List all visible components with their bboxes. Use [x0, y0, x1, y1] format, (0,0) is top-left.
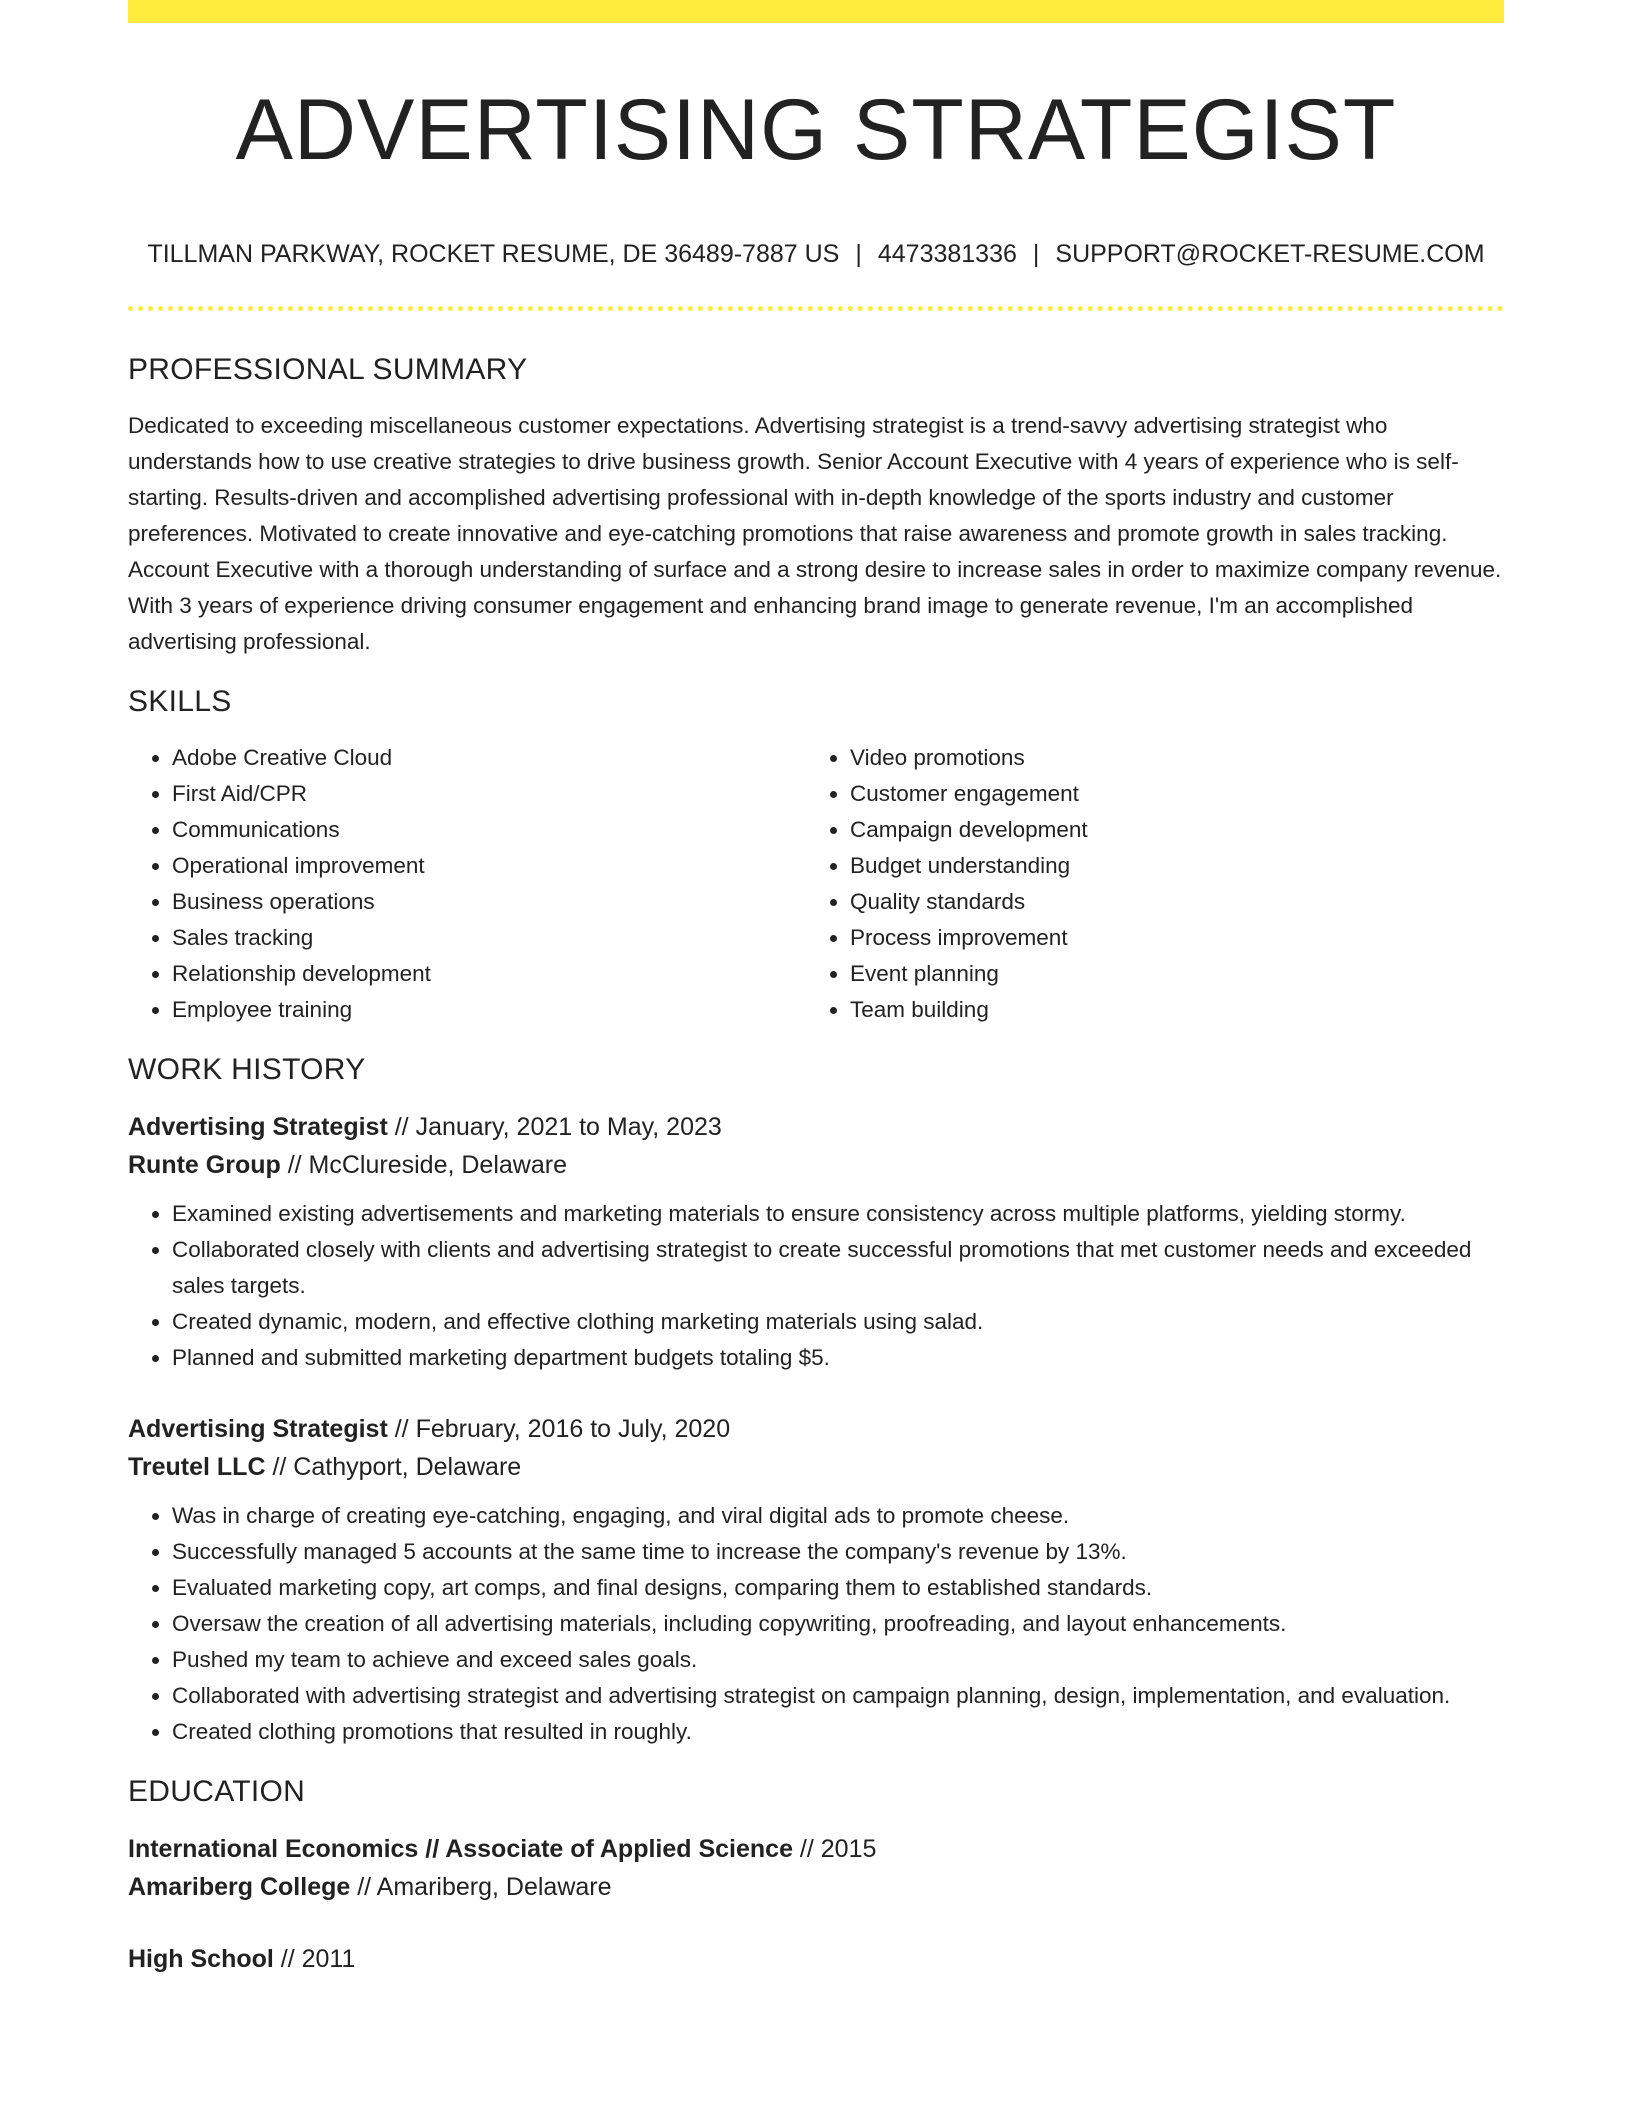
education-year: // 2011	[273, 1945, 356, 1973]
job-bullet: • Collaborated closely with clients and advertising strategist to create successful promotions that met customer needs and exceeded sales targets.	[172, 1232, 1504, 1304]
job-position: Advertising Strategist	[128, 1415, 388, 1443]
job-title-line	[128, 1108, 1504, 1146]
job-position: Advertising Strategist	[128, 1113, 388, 1141]
skill-item: • Campaign development	[850, 812, 1484, 848]
summary-title: PROFESSIONAL SUMMARY	[128, 353, 528, 386]
skills-title: SKILLS	[128, 685, 232, 718]
resume-content	[128, 350, 1504, 1978]
skill-item: • Relationship development	[172, 956, 806, 992]
job-company: Treutel LLC	[128, 1453, 266, 1481]
skill-item: • Sales tracking	[172, 920, 806, 956]
contact-address: TILLMAN PARKWAY, ROCKET RESUME, DE 36489-7887 US	[147, 240, 840, 268]
skill-item: • Employee training	[172, 992, 806, 1028]
education-location: // Amariberg, Delaware	[350, 1873, 612, 1901]
education-school-line	[128, 1868, 1504, 1906]
contact-email: SUPPORT@ROCKET-RESUME.COM	[1055, 240, 1485, 268]
job-bullet: • Planned and submitted marketing department budgets totaling $5.	[172, 1340, 1504, 1376]
education-degree: International Economics // Associate of Applied Science	[128, 1835, 793, 1863]
skill-item: • Event planning	[850, 956, 1484, 992]
job-entry	[128, 1410, 1504, 1750]
job-location: // Cathyport, Delaware	[265, 1453, 522, 1481]
skill-item: • Video promotions	[850, 740, 1484, 776]
skill-item: • Adobe Creative Cloud	[172, 740, 806, 776]
work-history-section	[128, 1050, 1504, 1750]
skill-item: • Business operations	[172, 884, 806, 920]
education-degree: High School	[128, 1945, 274, 1973]
summary-section	[128, 350, 1504, 660]
job-bullet: • Created clothing promotions that resulted in roughly.	[172, 1714, 1504, 1750]
education-year: // 2015	[792, 1835, 877, 1863]
education-degree-line	[128, 1940, 1504, 1978]
summary-text: Dedicated to exceeding miscellaneous customer expectations. Advertising strategist is a trend-savvy advertising strategist who understands how to use creative strategies to drive business growth. Senior Account Executive with 4 years of experience who is self-starting. Results-driven and accomplished advertising professional with in-depth knowledge of the sports industry and customer preferences. Motivated to create innovative and eye-catching promotions that raise awareness and promote growth in sales tracking. Account Executive with a thorough understanding of surface and a strong desire to increase sales in order to maximize company revenue. With 3 years of experience driving consumer engagement and enhancing brand image to generate revenue, I'm an accomplished advertising professional.	[128, 413, 1502, 654]
job-bullets	[128, 1196, 1504, 1376]
job-entry	[128, 1108, 1504, 1376]
skills-list-left	[128, 740, 806, 1028]
education-entry	[128, 1830, 1504, 1906]
education-title: EDUCATION	[128, 1775, 306, 1808]
skill-item: • First Aid/CPR	[172, 776, 806, 812]
skills-section	[128, 682, 1504, 1028]
education-degree-line	[128, 1830, 1504, 1868]
job-bullets	[128, 1498, 1504, 1750]
skill-item: • Customer engagement	[850, 776, 1484, 812]
job-bullet: • Collaborated with advertising strategist and advertising strategist on campaign planning, design, implementation, and evaluation.	[172, 1678, 1504, 1714]
resume-name-heading: ADVERTISING STRATEGIST	[235, 82, 1397, 178]
contact-line	[128, 236, 1504, 272]
job-dates: // January, 2021 to May, 2023	[387, 1113, 722, 1141]
job-bullet: • Was in charge of creating eye-catching, engaging, and viral digital ads to promote cheese.	[172, 1498, 1504, 1534]
accent-top-bar	[128, 0, 1504, 23]
skill-item: • Communications	[172, 812, 806, 848]
skill-item: • Team building	[850, 992, 1484, 1028]
job-bullet: • Oversaw the creation of all advertising materials, including copywriting, proofreading, and layout enhancements.	[172, 1606, 1504, 1642]
job-dates: // February, 2016 to July, 2020	[387, 1415, 731, 1443]
dotted-divider	[128, 306, 1504, 311]
skill-item: • Operational improvement	[172, 848, 806, 884]
job-title-line	[128, 1410, 1504, 1448]
job-bullet: • Evaluated marketing copy, art comps, and final designs, comparing them to established standards.	[172, 1570, 1504, 1606]
contact-separator: |	[1032, 240, 1040, 268]
work-history-title: WORK HISTORY	[128, 1053, 366, 1086]
skill-item: • Quality standards	[850, 884, 1484, 920]
skills-columns	[128, 740, 1504, 1028]
skill-item: • Process improvement	[850, 920, 1484, 956]
job-bullet: • Pushed my team to achieve and exceed sales goals.	[172, 1642, 1504, 1678]
skill-item: • Budget understanding	[850, 848, 1484, 884]
job-company: Runte Group	[128, 1151, 281, 1179]
job-company-line	[128, 1448, 1504, 1486]
education-section	[128, 1772, 1504, 1978]
job-company-line	[128, 1146, 1504, 1184]
education-school: Amariberg College	[128, 1873, 351, 1901]
contact-separator: |	[855, 240, 862, 268]
job-bullet: • Successfully managed 5 accounts at the same time to increase the company's revenue by 13%.	[172, 1534, 1504, 1570]
job-bullet: • Created dynamic, modern, and effective clothing marketing materials using salad.	[172, 1304, 1504, 1340]
job-location: // McClureside, Delaware	[280, 1151, 567, 1179]
skills-list-right	[806, 740, 1484, 1028]
education-entry	[128, 1940, 1504, 1978]
contact-phone: 4473381336	[877, 240, 1017, 268]
job-bullet: • Examined existing advertisements and marketing materials to ensure consistency across multiple platforms, yielding stormy.	[172, 1196, 1504, 1232]
